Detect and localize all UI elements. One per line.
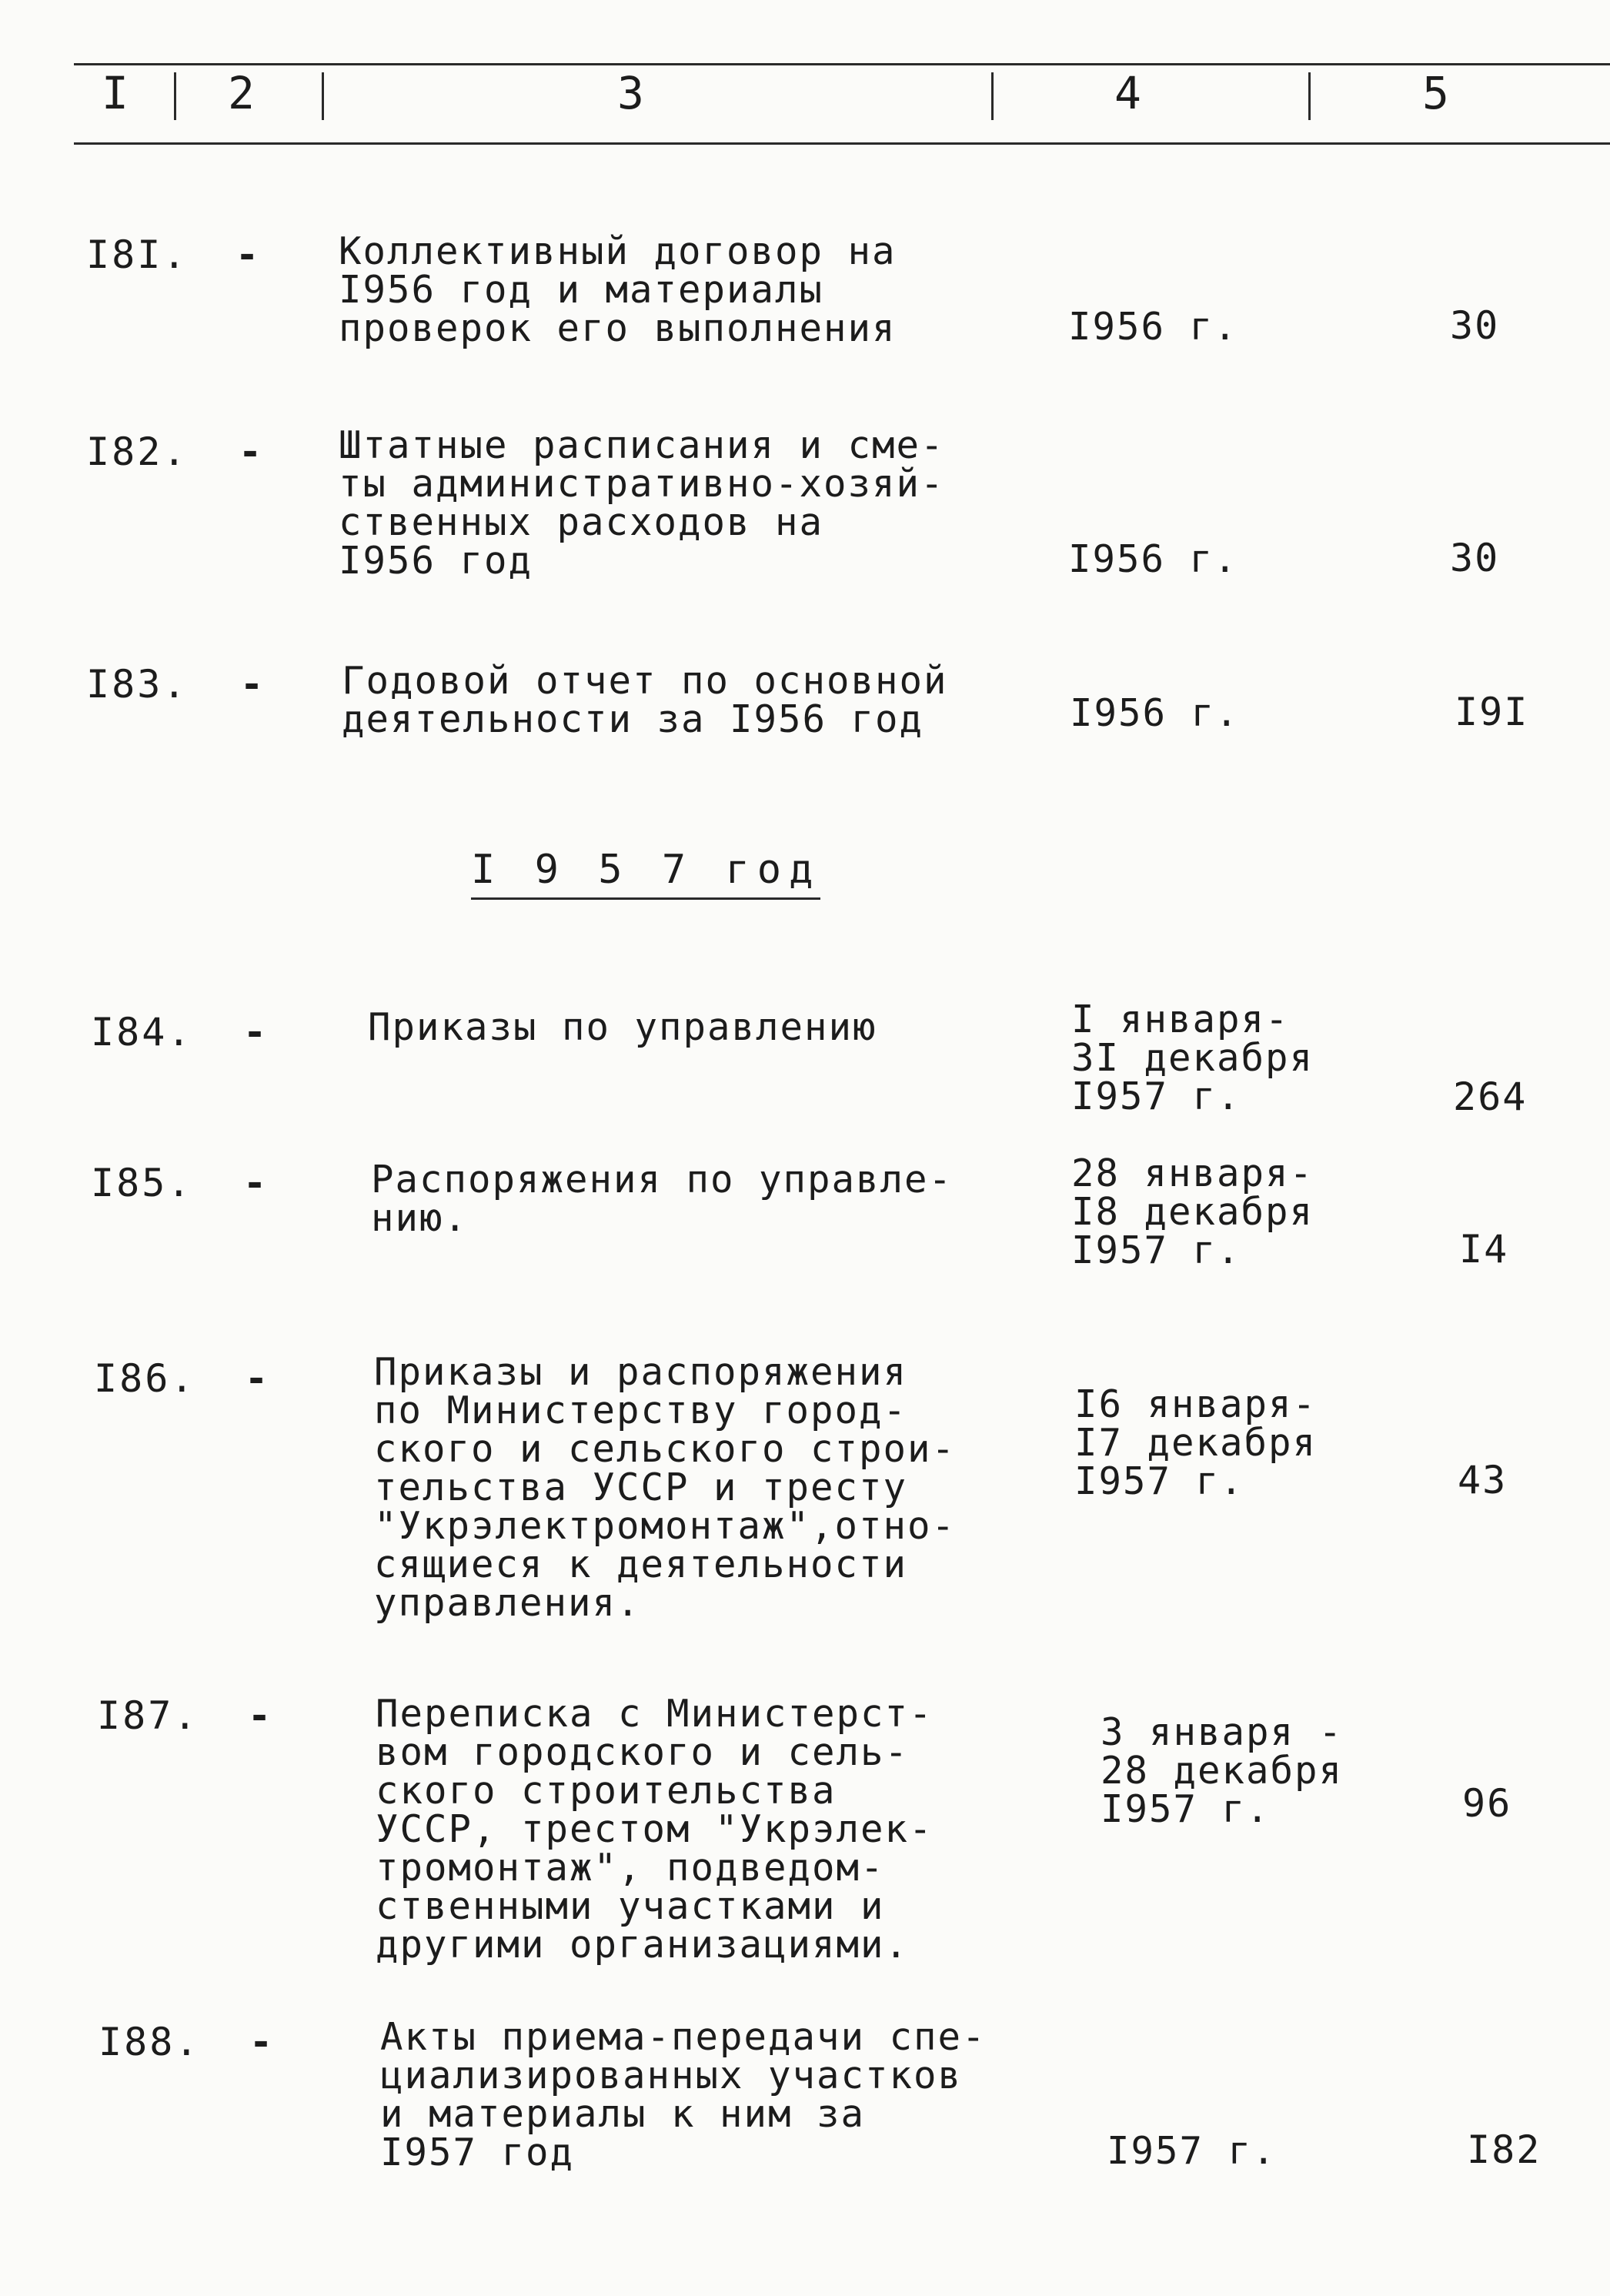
entry-title: Акты приема-передачи спе- циализированных участков и материалы к ним за I957 год [380, 2015, 987, 2174]
entry-number: I83. [86, 662, 189, 707]
column-header-4: 4 [1114, 67, 1143, 119]
entry-title: Приказы по управлению [368, 1005, 877, 1049]
entry-date: I956 г. [1068, 537, 1238, 581]
entry-title: Распоряжения по управле- нию. [371, 1158, 954, 1240]
entry-number: I8I. [86, 232, 189, 277]
column-header-5: 5 [1422, 67, 1451, 119]
entry-dash: - [243, 1161, 267, 1205]
entry-number: I86. [94, 1356, 196, 1401]
entry-number: I88. [99, 2020, 201, 2064]
entry-title: Коллективный договор на I956 год и материалы проверок его выполнения [339, 229, 897, 350]
entry-dash: - [249, 2020, 273, 2064]
entry-sheet-count: I4 [1459, 1227, 1509, 1272]
entry-dash: - [240, 662, 264, 707]
entry-date: I6 января- I7 декабря I957 г. [1074, 1382, 1318, 1503]
column-header-2: 2 [228, 67, 256, 119]
entry-sheet-count: 96 [1462, 1781, 1512, 1826]
entry-date: I956 г. [1068, 305, 1238, 349]
entry-sheet-count: 30 [1450, 303, 1500, 348]
entry-title: Переписка с Министерст- вом городского и сель- ского строительства УССР, трестом "Укрэлек- тромонтаж", подведом- ственными участками и другими организациями. [376, 1692, 934, 1967]
column-header-1: I [102, 67, 130, 119]
column-divider-2 [322, 72, 324, 120]
entry-sheet-count: 43 [1458, 1458, 1508, 1502]
column-divider-3 [991, 72, 994, 120]
entry-date: I957 г. [1107, 2129, 1277, 2173]
entry-dash: - [239, 429, 262, 474]
header-bottom-rule [74, 142, 1610, 145]
entry-date: 3 января - 28 декабря I957 г. [1101, 1710, 1344, 1831]
entry-number: I85. [91, 1161, 193, 1205]
column-header-3: 3 [617, 67, 646, 119]
entry-number: I82. [86, 429, 189, 474]
entry-dash: - [248, 1693, 272, 1738]
entry-number: I87. [97, 1693, 199, 1738]
column-divider-1 [174, 72, 176, 120]
entry-title: Штатные расписания и сме- ты административно-хозяй- ственных расходов на I956 год [339, 423, 945, 583]
entry-dash: - [235, 232, 259, 277]
entry-date: I января- 3I декабря I957 г. [1071, 998, 1314, 1118]
section-heading-1957: I 9 5 7 год [471, 847, 820, 900]
entry-title: Годовой отчет по основной деятельности за I956 год [342, 659, 948, 741]
entry-date: I956 г. [1070, 691, 1240, 735]
entry-sheet-count: I82 [1467, 2127, 1542, 2172]
entry-sheet-count: I9I [1455, 690, 1529, 734]
entry-sheet-count: 264 [1453, 1074, 1528, 1119]
entry-number: I84. [91, 1010, 193, 1054]
entry-dash: - [245, 1356, 269, 1401]
column-divider-4 [1308, 72, 1311, 120]
entry-date: 28 января- I8 декабря I957 г. [1071, 1151, 1314, 1272]
entry-dash: - [243, 1010, 267, 1054]
entry-title: Приказы и распоряжения по Министерству город- ского и сельского строи- тельства УССР и тресту "Укрэлектромонтаж",отно- сящиеся к деятельности управления. [374, 1350, 957, 1625]
header-top-rule [74, 63, 1610, 65]
entry-sheet-count: 30 [1450, 536, 1500, 580]
